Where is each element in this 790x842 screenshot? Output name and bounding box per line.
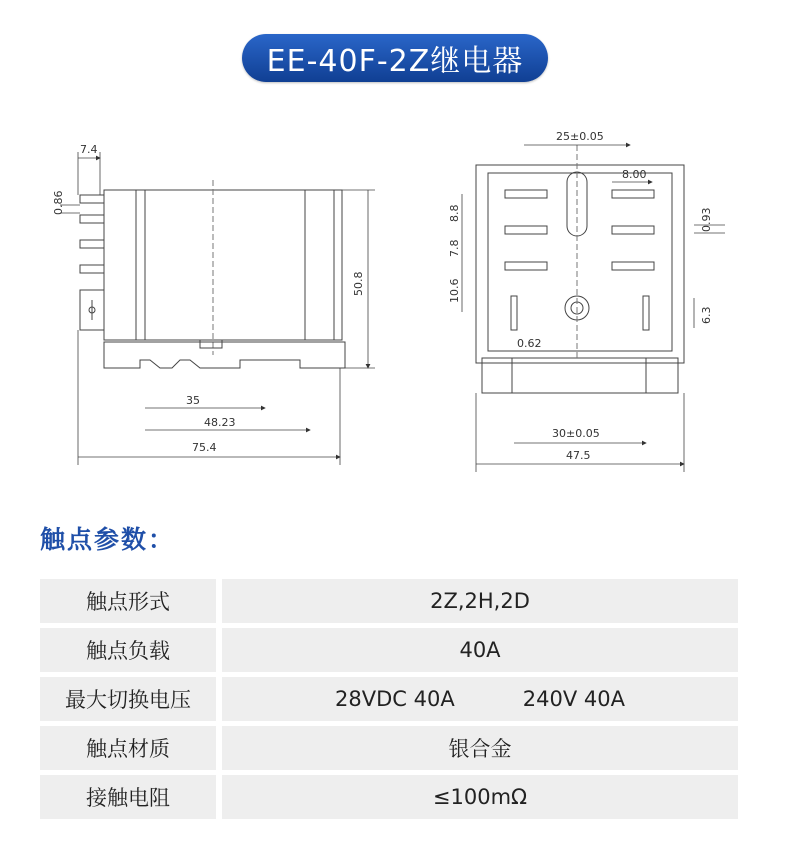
- table-row: [40, 677, 738, 721]
- row-value: [222, 677, 738, 721]
- dim-50-8: 50.8: [352, 271, 365, 296]
- row-value-a: 28VDC 40A: [335, 687, 455, 711]
- row-value: ≤100mΩ: [222, 775, 738, 819]
- table-row: [40, 628, 738, 672]
- dim-47-5: 47.5: [566, 449, 591, 462]
- dim-7-4: 7.4: [80, 143, 98, 156]
- dim-30: 30±0.05: [552, 427, 600, 440]
- page-title: EE-40F-2Z继电器: [242, 34, 548, 82]
- section-title: 触点参数：: [40, 525, 176, 554]
- dim-8-00: 8.00: [622, 168, 647, 181]
- dim-75-4: 75.4: [192, 441, 217, 454]
- row-label: 接触电阻: [40, 775, 216, 819]
- row-value-b: 240V 40A: [522, 687, 625, 711]
- row-label: 触点负载: [40, 628, 216, 672]
- table-row: [40, 775, 738, 819]
- table-row: [40, 579, 738, 623]
- dim-0-93: 0.93: [700, 207, 713, 232]
- dim-6-3: 6.3: [700, 306, 713, 324]
- row-value: 40A: [222, 628, 738, 672]
- row-label: 触点材质: [40, 726, 216, 770]
- dim-7-8: 7.8: [448, 239, 461, 257]
- side-view: [80, 180, 345, 368]
- row-value: 银合金: [222, 726, 738, 770]
- dim-48-23: 48.23: [204, 416, 236, 429]
- dim-25: 25±0.05: [556, 130, 604, 143]
- spec-table: [34, 574, 744, 824]
- table-row: [40, 726, 738, 770]
- dim-0-62: 0.62: [517, 337, 542, 350]
- dim-8-8: 8.8: [448, 204, 461, 222]
- row-label: 触点形式: [40, 579, 216, 623]
- front-view: [476, 145, 684, 393]
- row-label: 最大切换电压: [40, 677, 216, 721]
- dim-35: 35: [186, 394, 200, 407]
- dim-10-6: 10.6: [448, 278, 461, 303]
- dim-0-86: 0.86: [52, 190, 65, 215]
- row-value: 2Z,2H,2D: [222, 579, 738, 623]
